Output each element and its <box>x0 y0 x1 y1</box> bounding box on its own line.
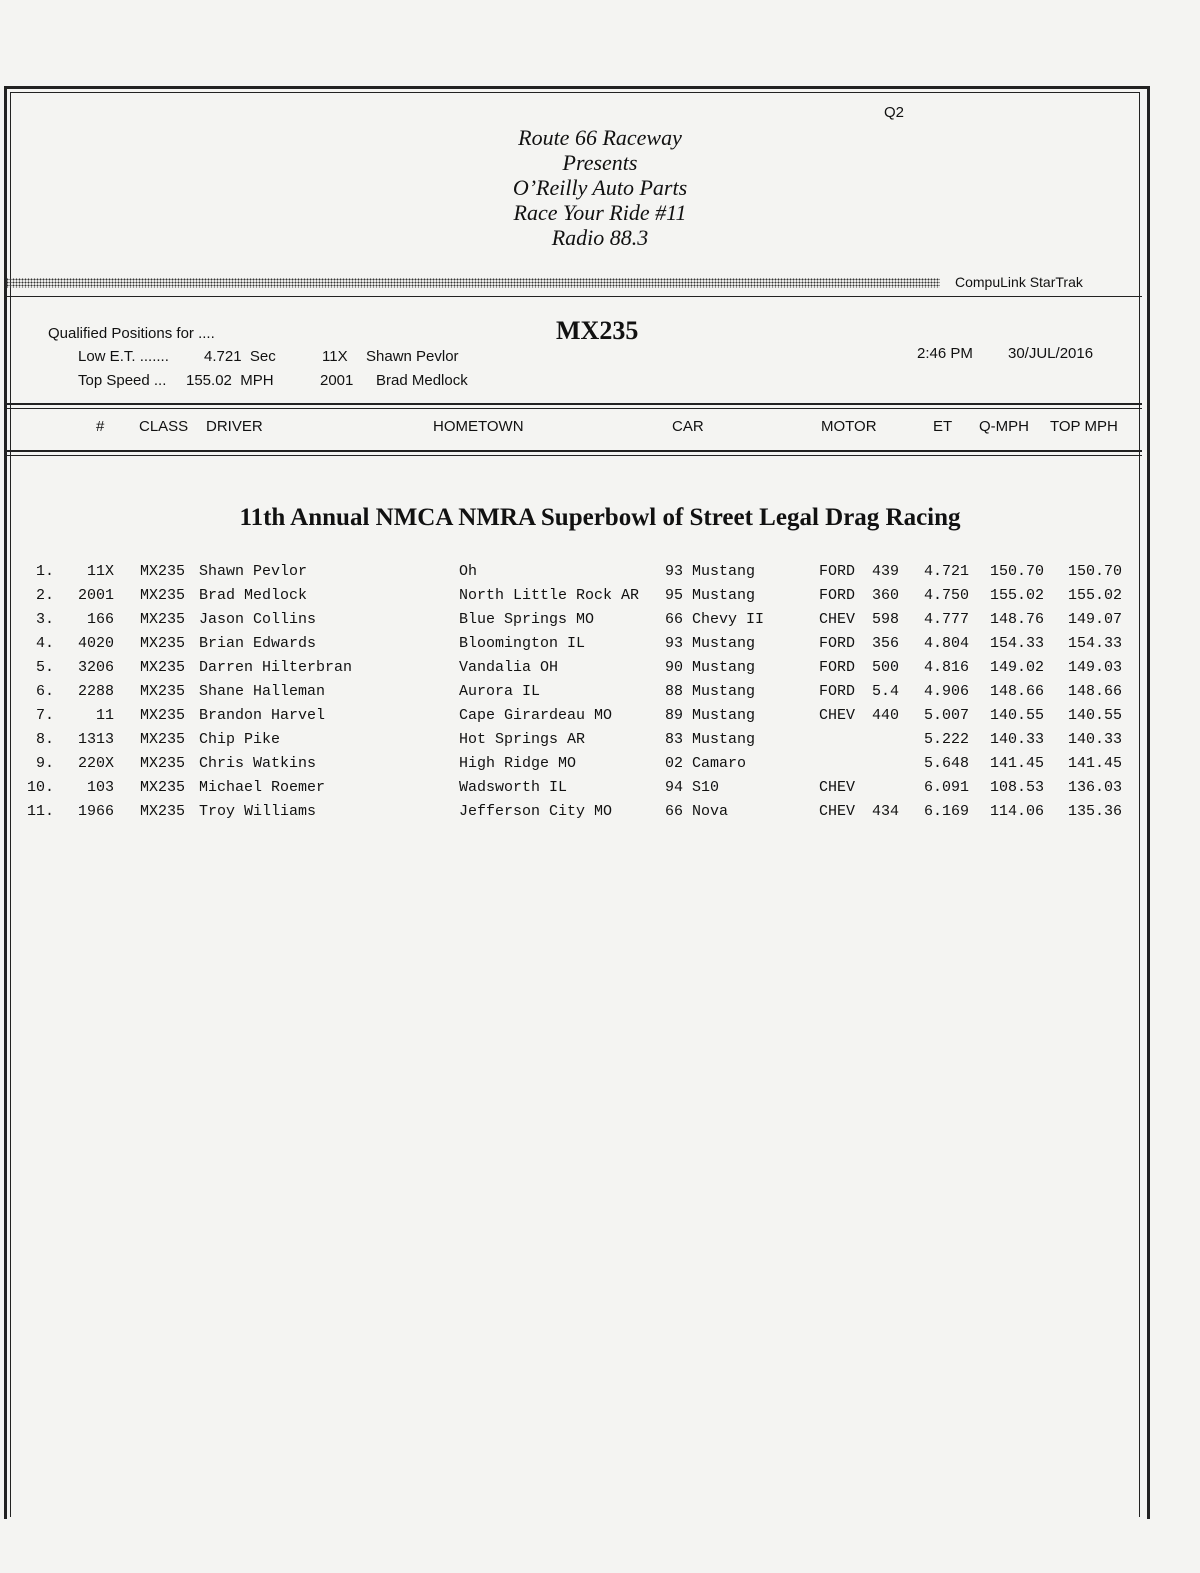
cell-motor: CHEV <box>819 803 856 820</box>
header-line: Route 66 Raceway <box>518 125 682 150</box>
col-header-motor: MOTOR <box>821 418 877 435</box>
divider <box>6 403 1142 405</box>
cell-hometown: Bloomington IL <box>459 635 586 652</box>
cell-position: 3. <box>35 611 54 628</box>
cell-car-number: 220X <box>77 755 114 772</box>
cell-top-mph: 140.55 <box>1068 707 1123 724</box>
low-et-value: 4.721 Sec <box>204 348 276 365</box>
cell-motor: FORD <box>819 683 856 700</box>
cell-car-number: 2001 <box>77 587 114 604</box>
cell-et: 4.777 <box>924 611 970 628</box>
cell-car-number: 2288 <box>77 683 114 700</box>
table-row <box>0 611 1200 635</box>
col-header-driver: DRIVER <box>206 418 263 435</box>
top-speed-value: 155.02 MPH <box>186 372 274 389</box>
cell-et: 4.750 <box>924 587 970 604</box>
cell-class: MX235 <box>140 731 186 748</box>
cell-top-mph: 149.03 <box>1068 659 1123 676</box>
col-header-class: CLASS <box>139 418 189 435</box>
cell-driver: Jason Collins <box>199 611 317 628</box>
cell-qmph: 140.33 <box>990 731 1045 748</box>
cell-position: 9. <box>35 755 54 772</box>
cell-hometown: Wadsworth IL <box>459 779 568 796</box>
table-row <box>0 683 1200 707</box>
col-header-hometown: HOMETOWN <box>433 418 524 435</box>
cell-displacement: 439 <box>872 563 900 580</box>
cell-class: MX235 <box>140 779 186 796</box>
cell-qmph: 114.06 <box>990 803 1045 820</box>
cell-position: 10. <box>26 779 54 796</box>
cell-car-number: 11 <box>95 707 114 724</box>
divider <box>6 408 1142 409</box>
cell-motor: FORD <box>819 659 856 676</box>
cell-car-number: 1966 <box>77 803 114 820</box>
cell-et: 6.091 <box>924 779 970 796</box>
event-title: 11th Annual NMCA NMRA Superbowl of Street Legal Drag Racing <box>239 504 961 531</box>
cell-car: 89 Mustang <box>665 707 756 724</box>
low-et-car: 11X <box>322 348 348 365</box>
cell-car-number: 3206 <box>77 659 114 676</box>
cell-car: 66 Chevy II <box>665 611 765 628</box>
col-header-qmph: Q-MPH <box>979 418 1029 435</box>
cell-car: 94 S10 <box>665 779 720 796</box>
cell-hometown: North Little Rock AR <box>459 587 640 604</box>
cell-top-mph: 135.36 <box>1068 803 1123 820</box>
cell-motor: CHEV <box>819 779 856 796</box>
cell-position: 7. <box>35 707 54 724</box>
class-title: MX235 <box>556 316 639 345</box>
cell-driver: Shawn Pevlor <box>199 563 308 580</box>
cell-motor: FORD <box>819 563 856 580</box>
cell-et: 4.816 <box>924 659 970 676</box>
cell-hometown: Vandalia OH <box>459 659 559 676</box>
cell-car: 93 Mustang <box>665 635 756 652</box>
cell-class: MX235 <box>140 707 186 724</box>
cell-et: 4.721 <box>924 563 970 580</box>
cell-car-number: 166 <box>86 611 114 628</box>
cell-et: 5.222 <box>924 731 970 748</box>
cell-position: 1. <box>35 563 54 580</box>
cell-position: 6. <box>35 683 54 700</box>
table-row <box>0 755 1200 779</box>
cell-top-mph: 150.70 <box>1068 563 1123 580</box>
qualified-label: Qualified Positions for .... <box>48 325 215 342</box>
header-line: Radio 88.3 <box>551 225 649 250</box>
cell-et: 6.169 <box>924 803 970 820</box>
cell-position: 11. <box>26 803 54 820</box>
top-speed-driver: Brad Medlock <box>376 372 468 389</box>
corner-code: Q2 <box>884 104 905 121</box>
divider <box>6 296 1142 297</box>
cell-driver: Brian Edwards <box>199 635 317 652</box>
cell-top-mph: 141.45 <box>1068 755 1123 772</box>
cell-car-number: 4020 <box>77 635 114 652</box>
cell-et: 5.648 <box>924 755 970 772</box>
cell-hometown: Blue Springs MO <box>459 611 595 628</box>
cell-qmph: 108.53 <box>990 779 1045 796</box>
cell-class: MX235 <box>140 635 186 652</box>
cell-car: 83 Mustang <box>665 731 756 748</box>
cell-displacement: 598 <box>872 611 900 628</box>
top-speed-label: Top Speed ... <box>78 372 167 389</box>
table-row <box>0 731 1200 755</box>
cell-hometown: Jefferson City MO <box>459 803 613 820</box>
col-header-top-mph: TOP MPH <box>1050 418 1118 435</box>
cell-displacement: 500 <box>872 659 900 676</box>
cell-car: 90 Mustang <box>665 659 756 676</box>
cell-et: 4.804 <box>924 635 970 652</box>
cell-car-number: 1313 <box>77 731 114 748</box>
cell-driver: Brad Medlock <box>199 587 308 604</box>
cell-displacement: 434 <box>872 803 900 820</box>
cell-qmph: 150.70 <box>990 563 1045 580</box>
cell-motor: FORD <box>819 635 856 652</box>
cell-class: MX235 <box>140 683 186 700</box>
cell-hometown: Cape Girardeau MO <box>459 707 613 724</box>
table-row <box>0 587 1200 611</box>
cell-position: 8. <box>35 731 54 748</box>
cell-displacement: 5.4 <box>872 683 900 700</box>
cell-et: 5.007 <box>924 707 970 724</box>
cell-et: 4.906 <box>924 683 970 700</box>
cell-class: MX235 <box>140 587 186 604</box>
header-line: Presents <box>562 150 638 175</box>
cell-driver: Shane Halleman <box>199 683 326 700</box>
cell-displacement: 440 <box>872 707 900 724</box>
cell-motor: CHEV <box>819 611 856 628</box>
low-et-driver: Shawn Pevlor <box>366 348 459 365</box>
cell-hometown: High Ridge MO <box>459 755 577 772</box>
cell-hometown: Oh <box>459 563 478 580</box>
cell-top-mph: 148.66 <box>1068 683 1123 700</box>
cell-hometown: Hot Springs AR <box>459 731 586 748</box>
cell-driver: Darren Hilterbran <box>199 659 353 676</box>
cell-car: 95 Mustang <box>665 587 756 604</box>
table-row <box>0 707 1200 731</box>
cell-position: 5. <box>35 659 54 676</box>
low-et-label: Low E.T. ....... <box>78 348 169 365</box>
cell-qmph: 155.02 <box>990 587 1045 604</box>
col-header-car: CAR <box>672 418 704 435</box>
dotted-separator <box>6 278 940 288</box>
software-label: CompuLink StarTrak <box>955 274 1083 290</box>
cell-hometown: Aurora IL <box>459 683 541 700</box>
cell-motor: FORD <box>819 587 856 604</box>
cell-top-mph: 149.07 <box>1068 611 1123 628</box>
cell-top-mph: 136.03 <box>1068 779 1123 796</box>
cell-position: 2. <box>35 587 54 604</box>
cell-class: MX235 <box>140 659 186 676</box>
divider <box>6 450 1142 452</box>
cell-top-mph: 154.33 <box>1068 635 1123 652</box>
cell-car-number: 11X <box>86 563 114 580</box>
cell-driver: Troy Williams <box>199 803 317 820</box>
col-header-number: # <box>96 418 105 435</box>
cell-top-mph: 155.02 <box>1068 587 1123 604</box>
cell-qmph: 148.76 <box>990 611 1045 628</box>
table-row <box>0 563 1200 587</box>
cell-car: 66 Nova <box>665 803 729 820</box>
top-speed-car: 2001 <box>320 372 354 389</box>
report-time: 2:46 PM <box>917 345 973 362</box>
cell-displacement: 356 <box>872 635 900 652</box>
header-title-block <box>400 125 800 250</box>
cell-driver: Chris Watkins <box>199 755 317 772</box>
table-row <box>0 803 1200 827</box>
cell-qmph: 154.33 <box>990 635 1045 652</box>
cell-qmph: 141.45 <box>990 755 1045 772</box>
cell-position: 4. <box>35 635 54 652</box>
table-row <box>0 635 1200 659</box>
cell-car-number: 103 <box>86 779 114 796</box>
cell-driver: Chip Pike <box>199 731 281 748</box>
cell-class: MX235 <box>140 611 186 628</box>
cell-qmph: 148.66 <box>990 683 1045 700</box>
report-date: 30/JUL/2016 <box>1008 345 1094 362</box>
cell-car: 93 Mustang <box>665 563 756 580</box>
cell-displacement: 360 <box>872 587 900 604</box>
cell-car: 88 Mustang <box>665 683 756 700</box>
header-line: O’Reilly Auto Parts <box>512 175 688 200</box>
table-row <box>0 779 1200 803</box>
cell-class: MX235 <box>140 755 186 772</box>
header-line: Race Your Ride #11 <box>513 200 687 225</box>
cell-driver: Michael Roemer <box>199 779 326 796</box>
cell-class: MX235 <box>140 563 186 580</box>
col-header-et: ET <box>933 418 953 435</box>
cell-driver: Brandon Harvel <box>199 707 326 724</box>
cell-car: 02 Camaro <box>665 755 747 772</box>
cell-top-mph: 140.33 <box>1068 731 1123 748</box>
cell-qmph: 140.55 <box>990 707 1045 724</box>
cell-class: MX235 <box>140 803 186 820</box>
cell-motor: CHEV <box>819 707 856 724</box>
table-row <box>0 659 1200 683</box>
cell-qmph: 149.02 <box>990 659 1045 676</box>
divider <box>6 455 1142 456</box>
